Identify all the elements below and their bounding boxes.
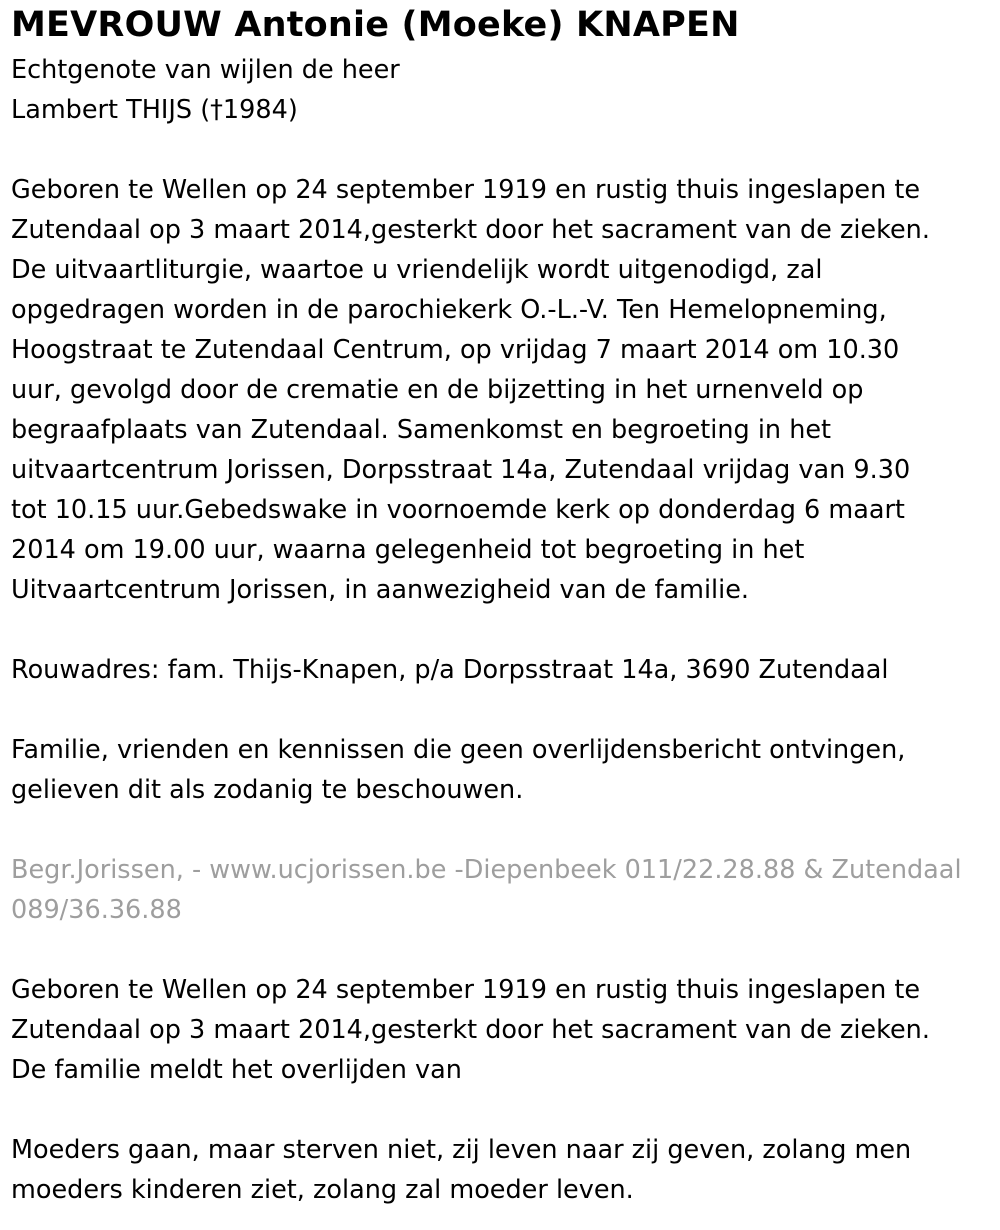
- birth-death-paragraph: [11, 970, 993, 1090]
- deceased-name-heading: MEVROUW Antonie (Moeke) KNAPEN: [11, 5, 740, 45]
- paragraph-line: Geboren te Wellen op 24 september 1919 en rustig thuis ingeslapen te: [11, 975, 921, 1005]
- paragraph-line: opgedragen worden in de parochiekerk O.-L.-V. Ten Hemelopneming,: [11, 295, 887, 325]
- paragraph-line: begraafplaats van Zutendaal. Samenkomst en begroeting in het: [11, 415, 832, 445]
- paragraph-line: Hoogstraat te Zutendaal Centrum, op vrijdag 7 maart 2014 om 10.30: [11, 335, 900, 365]
- poem-line: Moeders gaan, maar sterven niet, zij leven naar zij geven, zolang men: [11, 1135, 912, 1165]
- paragraph-gap: [11, 130, 993, 170]
- paragraph-line: uur, gevolgd door de crematie en de bijzetting in het urnenveld op: [11, 375, 864, 405]
- mourning-address: Rouwadres: fam. Thijs-Knapen, p/a Dorpsstraat 14a, 3690 Zutendaal: [11, 655, 889, 685]
- poem-line: moeders kinderen ziet, zolang zal moeder leven.: [11, 1175, 634, 1205]
- paragraph-line: Geboren te Wellen op 24 september 1919 en rustig thuis ingeslapen te: [11, 175, 921, 205]
- obituary-document: [11, 0, 993, 1210]
- paragraph-line: Zutendaal op 3 maart 2014,gesterkt door het sacrament van de zieken.: [11, 215, 930, 245]
- paragraph-line: uitvaartcentrum Jorissen, Dorpsstraat 14a, Zutendaal vrijdag van 9.30: [11, 455, 911, 485]
- paragraph-gap: [11, 690, 993, 730]
- paragraph-line: De uitvaartliturgie, waartoe u vriendelijk wordt uitgenodigd, zal: [11, 255, 823, 285]
- paragraph-gap: [11, 610, 993, 650]
- notification-notice: [11, 730, 993, 810]
- paragraph-gap: [11, 1090, 993, 1130]
- undertaker-contact: [11, 850, 993, 930]
- funeral-details-paragraph: [11, 170, 993, 610]
- undertaker-line: Begr.Jorissen, - www.ucjorissen.be -Diepenbeek 011/22.28.88 & Zutendaal: [11, 855, 962, 885]
- paragraph-line: Uitvaartcentrum Jorissen, in aanwezigheid van de familie.: [11, 575, 750, 605]
- spouse-name-line: Lambert THIJS (†1984): [11, 95, 298, 125]
- paragraph-line: De familie meldt het overlijden van: [11, 1055, 462, 1085]
- paragraph-line: tot 10.15 uur.Gebedswake in voornoemde kerk op donderdag 6 maart: [11, 495, 905, 525]
- memorial-poem: [11, 1130, 993, 1210]
- paragraph-gap: [11, 930, 993, 970]
- undertaker-line: 089/36.36.88: [11, 895, 182, 925]
- paragraph-line: 2014 om 19.00 uur, waarna gelegenheid tot begroeting in het: [11, 535, 805, 565]
- paragraph-line: Zutendaal op 3 maart 2014,gesterkt door het sacrament van de zieken.: [11, 1015, 930, 1045]
- paragraph-gap: [11, 810, 993, 850]
- notice-line: Familie, vrienden en kennissen die geen overlijdensbericht ontvingen,: [11, 735, 906, 765]
- spouse-line: Echtgenote van wijlen de heer: [11, 55, 400, 85]
- notice-line: gelieven dit als zodanig te beschouwen.: [11, 775, 524, 805]
